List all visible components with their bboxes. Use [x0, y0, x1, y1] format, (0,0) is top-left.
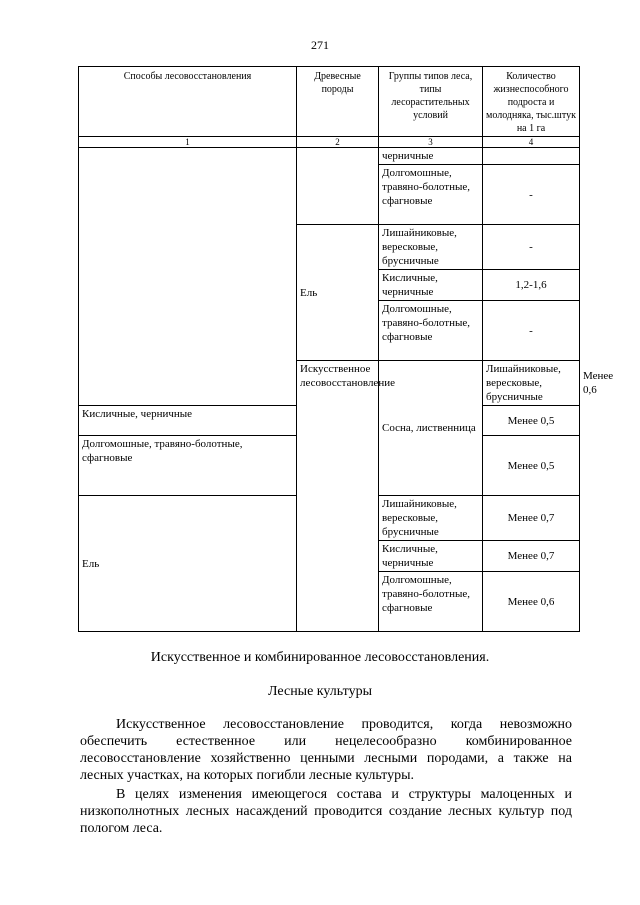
forest-type-cell: Долгомошные, травяно-болотные, сфагновые [379, 301, 483, 361]
forest-type-cell: Долгомошные, травяно-болотные, сфагновые [79, 436, 297, 496]
value-cell: Менее 0,7 [483, 496, 580, 541]
value-cell: Менее 0,5 [483, 436, 580, 496]
table-row [79, 148, 580, 165]
table-header-row [79, 67, 580, 137]
forest-type-cell: Кисличные, черничные [379, 541, 483, 572]
forest-type-cell: Долгомошные, травяно-болотные, сфагновые [379, 165, 483, 225]
paragraph-2: В целях изменения имеющегося состава и структуры малоценных и низкополнотных лесных насаждений проводится создание лесных культур под пологом леса. [80, 787, 572, 836]
forest-type-cell: черничные [379, 148, 483, 165]
species-cell-continued [297, 148, 379, 225]
forest-type-cell: Кисличные, черничные [379, 270, 483, 301]
forest-type-cell: Лишайниковые, вересковые, брусничные [379, 496, 483, 541]
column-number-row [79, 137, 580, 148]
section-heading: Искусственное и комбинированное лесовосстановления. [150, 650, 490, 665]
forest-restoration-table [78, 66, 614, 632]
table-row: Искусственное лесовосстановление Сосна, лиственница Лишайниковые, вересковые, брусничные Менее 0,6 [79, 361, 580, 406]
column-number: 3 [379, 137, 483, 148]
species-cell: Сосна, лиственница [379, 361, 483, 496]
column-number: 2 [297, 137, 379, 148]
value-cell: Менее 0,6 [483, 572, 580, 632]
forest-type-cell: Кисличные, черничные [79, 406, 297, 436]
header-quantity: Количество жизнеспособного подроста и молодняка, тыс.штук на 1 га [483, 67, 580, 137]
value-cell: - [483, 225, 580, 270]
method-cell: Искусственное лесовосстановление [297, 361, 379, 632]
header-methods: Способы лесовосстановления [79, 67, 297, 137]
forest-type-cell: Долгомошные, травяно-болотные, сфагновые [379, 572, 483, 632]
column-number: 1 [79, 137, 297, 148]
value-cell: Менее 0,5 [483, 406, 580, 436]
header-forest-types: Группы типов леса, типы лесорастительных условий [379, 67, 483, 137]
species-cell: Ель [297, 225, 379, 361]
method-cell-continued [79, 148, 297, 406]
value-cell [483, 148, 580, 165]
forest-type-cell: Лишайниковые, вересковые, брусничные [483, 361, 580, 406]
column-number: 4 [483, 137, 580, 148]
paragraph-1: Искусственное лесовосстановление проводится, когда невозможно обеспечить естественное или нецелесообразно комбинированное лесовосстановление хозяйственно ценными лесными породами, а также на лесных участках, на которых погибли лесные культуры. [80, 717, 572, 783]
section-subheading: Лесные культуры [268, 684, 372, 699]
forest-type-cell: Лишайниковые, вересковые, брусничные [379, 225, 483, 270]
page-number: 271 [311, 38, 329, 52]
species-cell: Ель [79, 496, 297, 632]
header-species: Древесные породы [297, 67, 379, 137]
value-cell: Менее 0,7 [483, 541, 580, 572]
value-cell: - [483, 165, 580, 225]
value-cell: 1,2-1,6 [483, 270, 580, 301]
value-cell: - [483, 301, 580, 361]
